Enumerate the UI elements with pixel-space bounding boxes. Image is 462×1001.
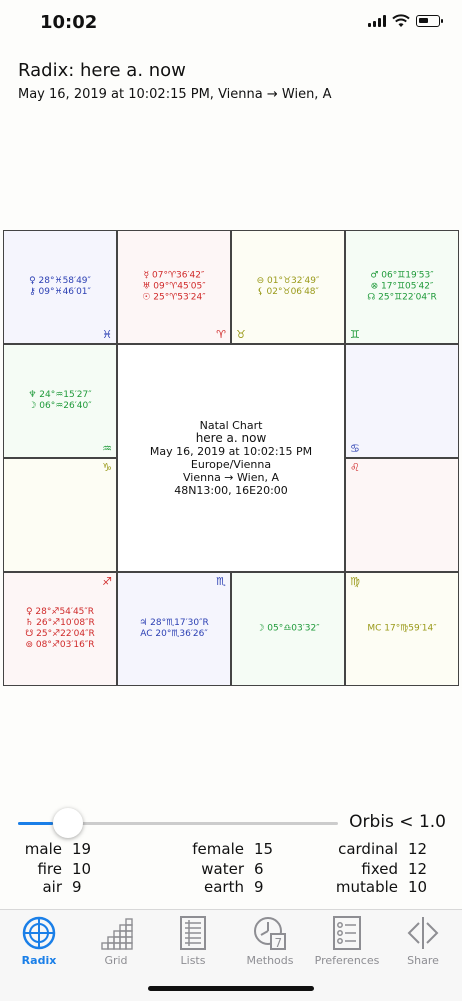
count-label-cardinal: cardinal <box>338 840 398 858</box>
capricorn-sign-icon: ♑ <box>102 461 112 474</box>
preferences-checklist-icon <box>329 914 365 952</box>
tab-label: Share <box>407 954 439 967</box>
count-label-female: female <box>192 840 244 858</box>
house-cell-pisces[interactable] <box>3 230 117 344</box>
house-cell-libra[interactable] <box>231 572 345 686</box>
page-title: Radix: here a. now <box>18 60 186 81</box>
tab-methods[interactable] <box>231 914 309 967</box>
share-split-icon <box>405 914 441 952</box>
planet-position: ♀ 28°♐54′45″R <box>25 607 95 617</box>
slider-thumb[interactable] <box>53 808 83 838</box>
tab-label: Lists <box>180 954 206 967</box>
count-value-air: 9 <box>72 878 82 896</box>
count-label-air: air <box>42 878 62 896</box>
chart-person-name: here a. now <box>195 431 267 445</box>
radix-chart[interactable] <box>3 230 459 686</box>
cancer-sign-icon: ♋ <box>350 442 360 455</box>
count-label-male: male <box>24 840 62 858</box>
count-label-fire: fire <box>37 860 62 878</box>
house-cell-leo[interactable] <box>345 458 459 572</box>
planet-list <box>346 271 458 304</box>
house-cell-aquarius[interactable] <box>3 344 117 458</box>
count-value-male: 19 <box>72 840 92 858</box>
planet-list <box>4 276 116 298</box>
tab-preferences[interactable] <box>308 914 386 967</box>
radix-target-icon <box>21 914 57 952</box>
planet-position: ♆ 24°♒15′27″ <box>28 390 92 400</box>
house-cell-aries[interactable] <box>117 230 231 344</box>
tab-label: Methods <box>246 954 294 967</box>
count-value-female: 15 <box>254 840 274 858</box>
tab-label: Grid <box>104 954 128 967</box>
counts-row <box>0 878 462 900</box>
list-icon <box>175 914 211 952</box>
planet-list <box>346 624 458 635</box>
planet-position: ♃ 28°♏17′30″R <box>139 618 209 628</box>
planet-position: ⚸ 02°♉06′48″ <box>257 287 319 297</box>
planet-position: ☊ 25°♊22′04″R <box>367 292 437 303</box>
battery-icon <box>416 15 440 27</box>
planet-position: ⚷ 09°♓46′01″ <box>29 287 91 297</box>
scorpio-sign-icon: ♏ <box>216 575 226 588</box>
planet-position: ♅ 09°♈45′05″ <box>142 281 206 292</box>
orbis-label: Orbis < 1.0 <box>349 812 446 832</box>
tab-radix[interactable] <box>0 914 78 967</box>
planet-position: ☽ 06°♒26′40″ <box>28 401 92 411</box>
orbis-slider[interactable] <box>18 806 338 840</box>
chart-place: Vienna → Wien, A <box>183 471 279 484</box>
house-cell-virgo[interactable] <box>345 572 459 686</box>
count-value-cardinal: 12 <box>408 840 428 858</box>
tab-label: Radix <box>21 954 57 967</box>
planet-position: ⊖ 01°♉32′49″ <box>256 276 320 286</box>
house-cell-taurus[interactable] <box>231 230 345 344</box>
count-value-water: 6 <box>254 860 264 878</box>
tab-lists[interactable] <box>154 914 232 967</box>
taurus-sign-icon: ♉ <box>236 328 246 341</box>
chart-center-info <box>117 344 345 572</box>
virgo-sign-icon: ♍ <box>350 575 360 588</box>
svg-text:7: 7 <box>274 936 283 950</box>
chart-coordinates: 48N13:00, 16E20:00 <box>174 484 288 497</box>
planet-position: ☋ 25°♐22′04″R <box>25 629 95 639</box>
leo-sign-icon: ♌ <box>350 461 360 474</box>
grid-icon <box>98 914 134 952</box>
house-cell-capricorn[interactable] <box>3 458 117 572</box>
planet-position: ☿ 07°♈36′42″ <box>143 270 205 281</box>
slider-fill <box>18 822 53 825</box>
planet-list <box>232 276 344 298</box>
planet-position: ⊚ 08°♐03′16″R <box>25 640 95 650</box>
status-icons <box>368 14 440 28</box>
planet-list <box>4 390 116 412</box>
planet-position: ⊗ 17°♊05′42″ <box>370 281 434 292</box>
tab-grid[interactable] <box>77 914 155 967</box>
planet-position: MC 17°♍59′14″ <box>367 623 437 634</box>
methods-clock-icon <box>252 914 288 952</box>
count-value-earth: 9 <box>254 878 264 896</box>
planet-position: ♄ 26°♐10′08″R <box>25 618 95 628</box>
planet-position: ♂ 06°♊19′53″ <box>370 270 434 281</box>
planet-position: ♀ 28°♓58′49″ <box>29 276 91 286</box>
status-bar <box>0 0 462 50</box>
count-label-water: water <box>201 860 244 878</box>
wifi-icon <box>392 14 410 28</box>
status-time: 10:02 <box>40 12 98 33</box>
count-value-mutable: 10 <box>408 878 428 896</box>
planet-position: ☽ 05°♎03′32″ <box>256 623 320 634</box>
pisces-sign-icon: ♓ <box>102 328 112 341</box>
sagittarius-sign-icon: ♐ <box>102 575 112 588</box>
house-cell-cancer[interactable] <box>345 344 459 458</box>
counts-row <box>0 840 462 862</box>
cellular-signal-icon <box>368 15 386 27</box>
gemini-sign-icon: ♊ <box>350 328 360 341</box>
count-label-earth: earth <box>204 878 244 896</box>
page-subtitle: May 16, 2019 at 10:02:15 PM, Vienna → Wien, A <box>18 87 332 102</box>
planet-list <box>232 624 344 635</box>
home-indicator <box>148 986 314 991</box>
chart-timezone: Europe/Vienna <box>190 458 272 471</box>
count-label-mutable: mutable <box>335 878 398 896</box>
aquarius-sign-icon: ♒ <box>102 442 112 455</box>
chart-type-label: Natal Chart <box>199 419 263 432</box>
chart-datetime: May 16, 2019 at 10:02:15 PM <box>149 445 313 458</box>
count-label-fixed: fixed <box>361 860 398 878</box>
count-value-fire: 10 <box>72 860 92 878</box>
tab-share[interactable] <box>384 914 462 967</box>
house-cell-scorpio[interactable] <box>117 572 231 686</box>
house-cell-gemini[interactable] <box>345 230 459 344</box>
house-cell-sagittarius[interactable] <box>3 572 117 686</box>
planet-list <box>4 607 116 651</box>
planet-list <box>118 618 230 640</box>
tab-label: Preferences <box>314 954 380 967</box>
planet-list <box>118 271 230 304</box>
planet-position: ☉ 25°♈53′24″ <box>142 292 206 303</box>
count-value-fixed: 12 <box>408 860 428 878</box>
planet-position: AC 20°♏36′26″ <box>140 629 208 639</box>
aries-sign-icon: ♈ <box>216 328 226 341</box>
